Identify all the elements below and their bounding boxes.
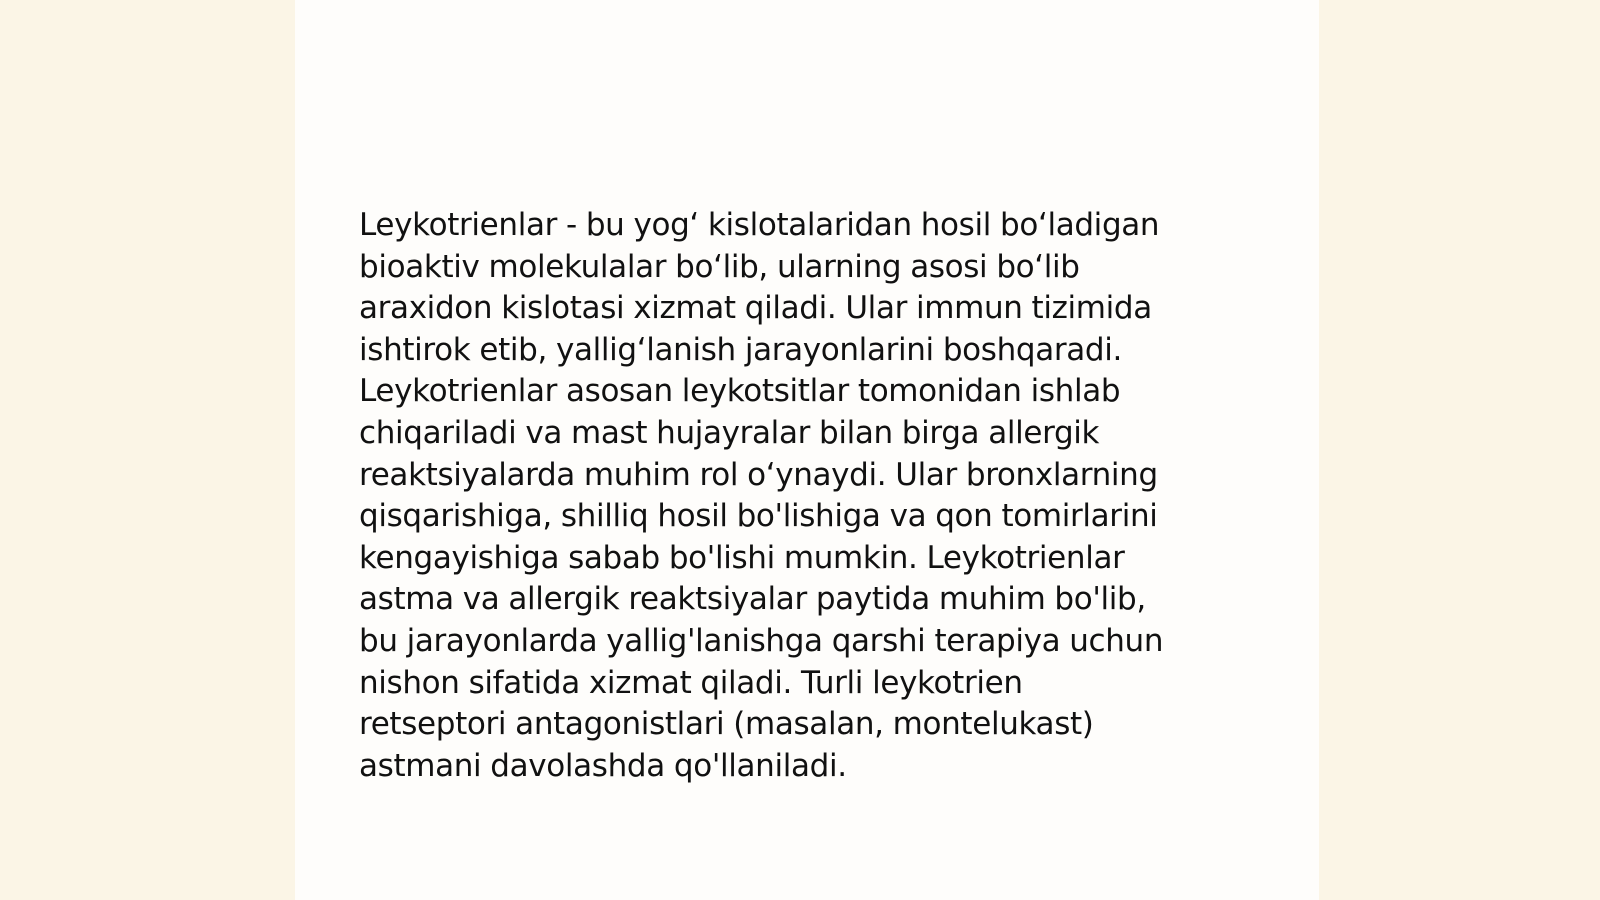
body-paragraph [359,205,1259,787]
paragraph-line: araxidon kislotasi xizmat qiladi. Ular immun tizimida [359,290,1152,327]
paragraph-line: chiqariladi va mast hujayralar bilan birga allergik [359,414,1100,451]
document-page [295,0,1319,900]
paragraph-line: astma va allergik reaktsiyalar paytida muhim bo'lib, [359,581,1146,618]
paragraph-line: ishtirok etib, yallig‘lanish jarayonlarini boshqaradi. [359,331,1122,368]
paragraph-line: retseptori antagonistlari (masalan, montelukast) [359,706,1094,743]
paragraph-line: Leykotrienlar - bu yog‘ kislotalaridan hosil bo‘ladigan [359,207,1160,243]
paragraph-line: qisqarishiga, shilliq hosil bo'lishiga va qon tomirlarini [359,498,1158,535]
paragraph-line: bu jarayonlarda yallig'lanishga qarshi terapiya uchun [359,622,1164,659]
paragraph-line: astmani davolashda qo'llaniladi. [359,747,847,784]
paragraph-line: kengayishiga sabab bo'lishi mumkin. Leykotrienlar [359,539,1125,576]
paragraph-line: nishon sifatida xizmat qiladi. Turli leykotrien [359,664,1023,701]
paragraph-line: Leykotrienlar asosan leykotsitlar tomonidan ishlab [359,373,1121,410]
paragraph-line: reaktsiyalarda muhim rol o‘ynaydi. Ular bronxlarning [359,456,1158,493]
paragraph-line: bioaktiv molekulalar bo‘lib, ularning asosi bo‘lib [359,248,1080,285]
